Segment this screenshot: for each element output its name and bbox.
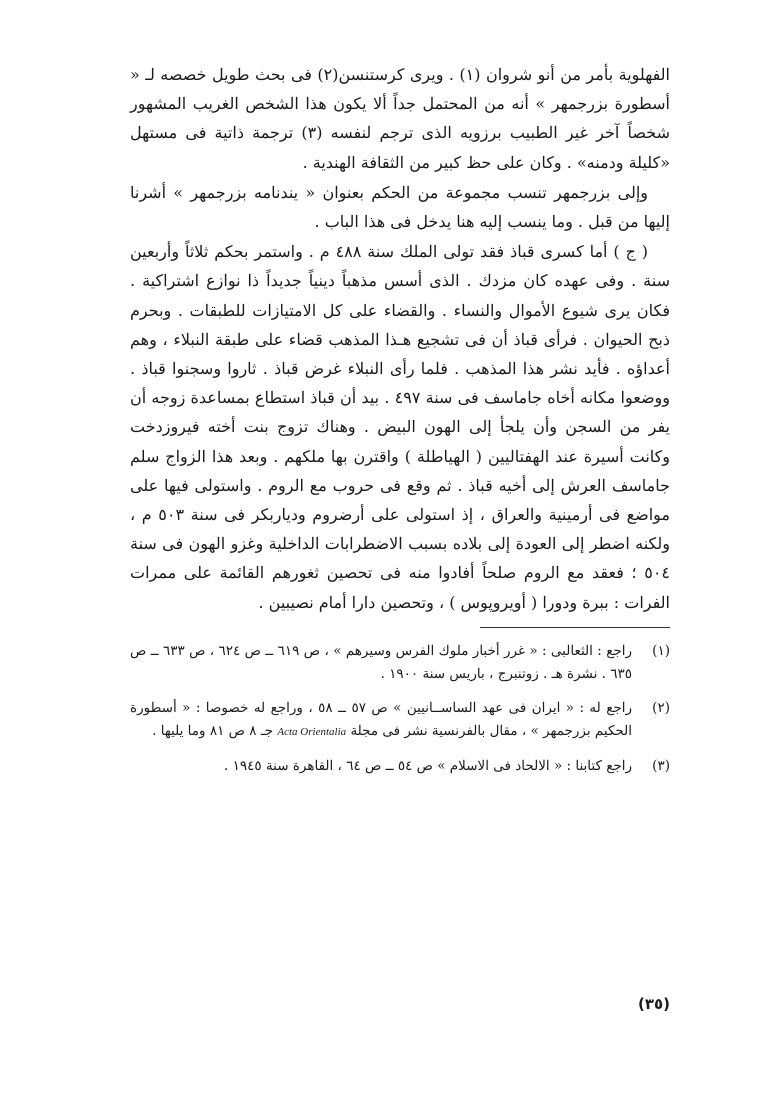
journal-title: Acta Orientalia <box>277 725 347 738</box>
footnote-2 <box>130 697 670 744</box>
footnote-text: راجع : الثعالبى : « غرر أخبار ملوك الفرس وسيرهم » ، ص ٦١٩ ــ ص ٦٢٤ ، ص ٦٣٣ ــ ص ٦٣٥ . نشرة هـ . زوتنبرج ، باريس سنة ١٩٠٠ . <box>130 642 632 682</box>
footnote-number: (٣) <box>652 757 670 774</box>
footnote-divider <box>480 627 670 628</box>
footnote-1 <box>130 640 670 686</box>
paragraph-1: الفهلوية بأمر من أنو شروان (١) . ويرى كرستنسن(٢) فى بحث طويل خصصه لـ « أسطورة بزرجمهر » أنه من المحتمل جداً ألا يكون هذا الشخص الغريب المشهور شخصاً آخر غير الطبيب برزويه الذى ترجم لنفسه (٣) ترجمة ذاتية فى مستهل «كليلة ودمنه» . وكان على حظ كبير من الثقافة الهندية . <box>130 65 671 172</box>
page-number: (٣٥) <box>637 995 670 1013</box>
footnote-text-after: جـ ٨ ص ٨١ وما يليها . <box>152 722 274 739</box>
footnote-text-before: راجع له : « ايران فى عهد الساســانيين » ص ٥٧ ــ ٥٨ ، وراجع له خصوصا : « أسطورة الحكيم بزرجمهر » ، مقال بالفرنسية نشر فى مجلة <box>130 699 632 739</box>
footnote-text <box>130 697 632 744</box>
footnote-3 <box>130 755 670 778</box>
paragraph-2: وإلى بزرجمهر تنسب مجموعة من الحكم بعنوان « يندنامه بزرجمهر » أشرنا إليها من قبل . وما ينسب إليه هنا يدخل فى هذا الباب . <box>130 182 670 232</box>
footnotes <box>130 640 670 778</box>
paragraph-3: ( ج ) أما كسرى قباذ فقد تولى الملك سنة ٤٨٨ م . واستمر بحكم ثلاثاً وأربعين سنة . وفى عهده كان مزدك . الذى أسس مذهباً دينياً جديداً ذا نوازع اشتراكية . فكان يرى شيوع الأموال والنساء . والقضاء على كل الامتيازات للطبقات . وبحرم ذبح الحيوان . فرأى قباذ أن فى تشجيع هـذا المذهب قضاء على طبقة النبلاء ، وهم أعداؤه . فأيد نشر هذا المذهب . فلما رأى النبلاء غرض قباذ . ثاروا وسجنوا قباذ . ووضعوا مكانه أخاه جاماسف فى سنة ٤٩٧ . بيد أن قباذ استطاع بمساعدة زوجه أن يفر من السجن وأن يلجأ إلى الهون البيض . وهناك تزوج بنت أخته فيروزدخت وكانت أسيرة عند الهفتاليين ( الهياطلة ) واقترن بها ملكهم . وبعد هذا الزواج سلم جاماسف العرش إلى أخيه قباذ . ثم وقع فى حروب مع الروم . واستولى فيها على مواضع فى أرمينية والعراق ، إذ استولى على أرضروم ودياربكر فى سنة ٥٠٣ م ، ولكنه اضطر إلى العودة إلى بلاده بسبب الاضطرابات الداخلية وغزو الهون فى سنة ٥٠٤ ؛ فعقد مع الروم صلحاً أفادوا منه فى تحصين ثغورهم القائمة على ممرات الفرات : ببرة ودورا ( أويروپوس ) ، وتحصين دارا أمام نصيبين . <box>130 242 671 612</box>
book-page <box>130 60 671 1013</box>
footnote-number: (٢) <box>652 699 670 716</box>
footnote-number: (١) <box>652 642 670 659</box>
footnote-text: راجع كتابنا : « الالحاد فى الاسلام » ص ٥٤ ــ ص ٦٤ ، القاهرة سنة ١٩٤٥ . <box>224 757 632 774</box>
